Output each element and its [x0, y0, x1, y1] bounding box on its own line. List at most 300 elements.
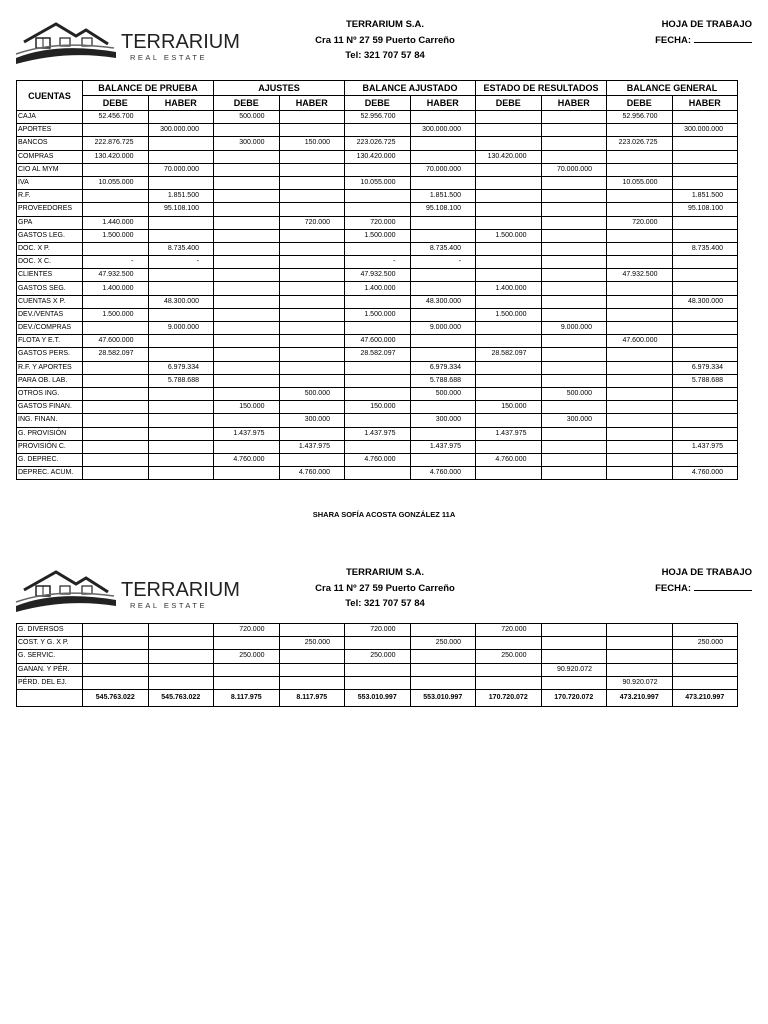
- amount-cell: [672, 676, 738, 689]
- amount-cell: [672, 308, 738, 321]
- amount-cell: [279, 242, 345, 255]
- amount-cell: [541, 295, 607, 308]
- amount-cell: [607, 414, 673, 427]
- amount-cell: [541, 150, 607, 163]
- account-name-cell: APORTES: [17, 124, 83, 137]
- total-cell: 8.117.975: [279, 689, 345, 706]
- amount-cell: 28.582.097: [476, 348, 542, 361]
- amount-cell: 4.760.000: [410, 467, 476, 480]
- amount-cell: [476, 663, 542, 676]
- amount-cell: 9.000.000: [541, 322, 607, 335]
- sheet-title: HOJA DE TRABAJO: [661, 567, 752, 578]
- table-row: [17, 361, 738, 374]
- amount-cell: 47.932.500: [345, 269, 411, 282]
- amount-cell: [476, 269, 542, 282]
- total-cell: 545.763.022: [83, 689, 149, 706]
- amount-cell: 250.000: [410, 637, 476, 650]
- amount-cell: [476, 137, 542, 150]
- amount-cell: 720.000: [214, 624, 280, 637]
- amount-cell: 150.000: [476, 401, 542, 414]
- amount-cell: 1.437.975: [214, 427, 280, 440]
- amount-cell: 300.000: [279, 414, 345, 427]
- amount-cell: 4.760.000: [279, 467, 345, 480]
- date-line: [600, 581, 752, 597]
- amount-cell: [214, 269, 280, 282]
- table-row: [17, 348, 738, 361]
- amount-cell: [214, 176, 280, 189]
- amount-cell: [541, 374, 607, 387]
- table-row: [17, 124, 738, 137]
- amount-cell: [214, 676, 280, 689]
- amount-cell: [279, 124, 345, 137]
- amount-cell: [607, 348, 673, 361]
- amount-cell: [214, 308, 280, 321]
- amount-cell: [476, 242, 542, 255]
- amount-cell: 28.582.097: [345, 348, 411, 361]
- amount-cell: -: [410, 256, 476, 269]
- amount-cell: 720.000: [607, 216, 673, 229]
- account-name-cell: DEV./VENTAS: [17, 308, 83, 321]
- amount-cell: [476, 295, 542, 308]
- amount-cell: 52.456.700: [83, 111, 149, 124]
- table-row: [17, 308, 738, 321]
- amount-cell: 1.437.975: [279, 440, 345, 453]
- amount-cell: [279, 374, 345, 387]
- amount-cell: [279, 163, 345, 176]
- amount-cell: 150.000: [279, 137, 345, 150]
- amount-cell: [279, 111, 345, 124]
- amount-cell: 222.876.725: [83, 137, 149, 150]
- amount-cell: [607, 308, 673, 321]
- table-row: [17, 111, 738, 124]
- total-cell: 553.010.997: [410, 689, 476, 706]
- amount-cell: [607, 282, 673, 295]
- amount-cell: [279, 229, 345, 242]
- house-logo-icon: [16, 14, 240, 66]
- amount-cell: [214, 150, 280, 163]
- account-name-cell: CIO AL MYM: [17, 163, 83, 176]
- account-name-cell: IVA: [17, 176, 83, 189]
- amount-cell: [541, 624, 607, 637]
- amount-cell: [541, 348, 607, 361]
- amount-cell: 720.000: [345, 624, 411, 637]
- amount-cell: 95.108.100: [672, 203, 738, 216]
- amount-cell: [476, 176, 542, 189]
- sheet-info: [600, 565, 752, 596]
- account-name-cell: G. SERVIC.: [17, 650, 83, 663]
- amount-cell: [476, 440, 542, 453]
- amount-cell: [214, 467, 280, 480]
- amount-cell: [345, 295, 411, 308]
- total-cell: 553.010.997: [345, 689, 411, 706]
- amount-cell: [83, 295, 149, 308]
- amount-cell: [148, 453, 214, 466]
- amount-cell: 250.000: [345, 650, 411, 663]
- amount-cell: [541, 676, 607, 689]
- amount-cell: [476, 387, 542, 400]
- account-name-cell: R.F. Y APORTES: [17, 361, 83, 374]
- group-header: AJUSTES: [214, 81, 345, 96]
- account-name-cell: DEV./COMPRAS: [17, 322, 83, 335]
- account-name-cell: ING. FINAN.: [17, 414, 83, 427]
- amount-cell: [607, 229, 673, 242]
- amount-cell: [607, 203, 673, 216]
- amount-cell: [541, 650, 607, 663]
- amount-cell: 130.420.000: [345, 150, 411, 163]
- amount-cell: 1.437.975: [476, 427, 542, 440]
- amount-cell: [607, 295, 673, 308]
- amount-cell: [214, 374, 280, 387]
- amount-cell: [148, 387, 214, 400]
- amount-cell: -: [148, 256, 214, 269]
- amount-cell: 1.851.500: [672, 190, 738, 203]
- table-row: [17, 663, 738, 676]
- amount-cell: 9.000.000: [148, 322, 214, 335]
- amount-cell: [214, 124, 280, 137]
- amount-cell: [83, 453, 149, 466]
- amount-cell: [148, 282, 214, 295]
- amount-cell: [476, 163, 542, 176]
- amount-cell: 1.500.000: [83, 229, 149, 242]
- table-row: [17, 163, 738, 176]
- account-name-cell: DOC. X C.: [17, 256, 83, 269]
- amount-cell: 150.000: [345, 401, 411, 414]
- amount-cell: [83, 427, 149, 440]
- amount-cell: [214, 663, 280, 676]
- amount-cell: [83, 163, 149, 176]
- amount-cell: [672, 624, 738, 637]
- account-name-cell: GASTOS PERS.: [17, 348, 83, 361]
- amount-cell: 500.000: [541, 387, 607, 400]
- worksheet-body-continued: [17, 624, 738, 707]
- amount-cell: [83, 440, 149, 453]
- amount-cell: [607, 650, 673, 663]
- amount-cell: 223.026.725: [607, 137, 673, 150]
- amount-cell: [541, 176, 607, 189]
- amount-cell: [541, 111, 607, 124]
- amount-cell: 90.920.072: [607, 676, 673, 689]
- amount-cell: 10.055.000: [345, 176, 411, 189]
- amount-cell: 300.000: [410, 414, 476, 427]
- amount-cell: [148, 414, 214, 427]
- amount-cell: [148, 348, 214, 361]
- amount-cell: 1.400.000: [345, 282, 411, 295]
- amount-cell: 4.760.000: [345, 453, 411, 466]
- table-row: [17, 137, 738, 150]
- account-name-cell: CLIENTES: [17, 269, 83, 282]
- amount-cell: [607, 401, 673, 414]
- haber-header: HABER: [541, 96, 607, 111]
- amount-cell: [279, 190, 345, 203]
- amount-cell: [476, 676, 542, 689]
- amount-cell: 5.788.688: [410, 374, 476, 387]
- company-info: [270, 565, 500, 612]
- amount-cell: [672, 650, 738, 663]
- table-row: [17, 676, 738, 689]
- date-line: [600, 33, 752, 49]
- date-label: FECHA:: [655, 34, 691, 46]
- company-info: [270, 17, 500, 64]
- amount-cell: [541, 308, 607, 321]
- account-name-cell: PROVEEDORES: [17, 203, 83, 216]
- amount-cell: [214, 414, 280, 427]
- group-header: BALANCE GENERAL: [607, 81, 738, 96]
- amount-cell: 47.600.000: [83, 335, 149, 348]
- amount-cell: [83, 414, 149, 427]
- account-name-cell: COMPRAS: [17, 150, 83, 163]
- amount-cell: [541, 361, 607, 374]
- worksheet-table: [16, 80, 738, 480]
- amount-cell: 1.440.000: [83, 216, 149, 229]
- haber-header: HABER: [672, 96, 738, 111]
- amount-cell: [541, 137, 607, 150]
- amount-cell: 720.000: [279, 216, 345, 229]
- debe-header: DEBE: [607, 96, 673, 111]
- amount-cell: [672, 322, 738, 335]
- account-name-cell: PARA OB. LAB.: [17, 374, 83, 387]
- amount-cell: [345, 414, 411, 427]
- amount-cell: [148, 137, 214, 150]
- amount-cell: 150.000: [214, 401, 280, 414]
- amount-cell: [279, 624, 345, 637]
- totals-row: [17, 689, 738, 706]
- amount-cell: [214, 387, 280, 400]
- amount-cell: [476, 203, 542, 216]
- amount-cell: 95.108.100: [148, 203, 214, 216]
- worksheet-page-2: [0, 548, 768, 701]
- amount-cell: 1.437.975: [345, 427, 411, 440]
- amount-cell: [83, 361, 149, 374]
- amount-cell: [541, 453, 607, 466]
- amount-cell: [148, 624, 214, 637]
- amount-cell: [279, 176, 345, 189]
- amount-cell: [214, 322, 280, 335]
- amount-cell: [607, 163, 673, 176]
- amount-cell: [214, 295, 280, 308]
- amount-cell: [148, 216, 214, 229]
- amount-cell: -: [345, 256, 411, 269]
- amount-cell: 8.735.400: [410, 242, 476, 255]
- amount-cell: [148, 427, 214, 440]
- amount-cell: [476, 256, 542, 269]
- amount-cell: [214, 335, 280, 348]
- amount-cell: 4.760.000: [476, 453, 542, 466]
- debe-header: DEBE: [345, 96, 411, 111]
- amount-cell: [279, 663, 345, 676]
- amount-cell: 10.055.000: [83, 176, 149, 189]
- company-name: TERRARIUM S.A.: [345, 567, 425, 578]
- logo-text: TERRARIUM: [121, 579, 240, 601]
- col-header-cuentas: CUENTAS: [17, 81, 83, 111]
- amount-cell: [83, 190, 149, 203]
- table-row: [17, 467, 738, 480]
- table-row: [17, 387, 738, 400]
- account-name-cell: CAJA: [17, 111, 83, 124]
- sheet-title: HOJA DE TRABAJO: [661, 19, 752, 30]
- amount-cell: [410, 453, 476, 466]
- amount-cell: -: [83, 256, 149, 269]
- amount-cell: [672, 269, 738, 282]
- account-name-cell: FLOTA Y E.T.: [17, 335, 83, 348]
- amount-cell: [214, 256, 280, 269]
- amount-cell: 300.000.000: [672, 124, 738, 137]
- amount-cell: [541, 269, 607, 282]
- amount-cell: [410, 663, 476, 676]
- total-cell: [17, 689, 83, 706]
- account-name-cell: DEPREC. ACUM.: [17, 467, 83, 480]
- amount-cell: [345, 467, 411, 480]
- amount-cell: [672, 150, 738, 163]
- total-cell: 170.720.072: [476, 689, 542, 706]
- total-cell: 473.210.997: [672, 689, 738, 706]
- total-cell: 473.210.997: [607, 689, 673, 706]
- amount-cell: 1.500.000: [345, 229, 411, 242]
- total-cell: 545.763.022: [148, 689, 214, 706]
- account-name-cell: DOC. X P.: [17, 242, 83, 255]
- sheet-info: [600, 17, 752, 48]
- worksheet-body: [17, 111, 738, 480]
- company-phone: Tel: 321 707 57 84: [345, 598, 425, 610]
- amount-cell: [214, 216, 280, 229]
- total-cell: 170.720.072: [541, 689, 607, 706]
- company-address: Cra 11 Nº 27 59 Puerto Carreño: [315, 582, 455, 594]
- amount-cell: [279, 650, 345, 663]
- amount-cell: 28.582.097: [83, 348, 149, 361]
- amount-cell: [541, 637, 607, 650]
- company-address: Cra 11 Nº 27 59 Puerto Carreño: [315, 34, 455, 46]
- table-row: [17, 322, 738, 335]
- amount-cell: [279, 282, 345, 295]
- group-header: BALANCE DE PRUEBA: [83, 81, 214, 96]
- amount-cell: [279, 295, 345, 308]
- amount-cell: [541, 427, 607, 440]
- amount-cell: [672, 137, 738, 150]
- amount-cell: [279, 150, 345, 163]
- amount-cell: [541, 229, 607, 242]
- amount-cell: [672, 176, 738, 189]
- total-cell: 8.117.975: [214, 689, 280, 706]
- amount-cell: 1.400.000: [476, 282, 542, 295]
- amount-cell: 1.437.975: [410, 440, 476, 453]
- amount-cell: [148, 401, 214, 414]
- amount-cell: [148, 111, 214, 124]
- amount-cell: 1.851.500: [148, 190, 214, 203]
- amount-cell: 5.788.688: [148, 374, 214, 387]
- amount-cell: [476, 216, 542, 229]
- amount-cell: [476, 335, 542, 348]
- amount-cell: [607, 440, 673, 453]
- amount-cell: [148, 269, 214, 282]
- account-name-cell: CUENTAS X P.: [17, 295, 83, 308]
- account-name-cell: G. DIVERSOS: [17, 624, 83, 637]
- company-name: TERRARIUM S.A.: [345, 19, 425, 30]
- amount-cell: [410, 137, 476, 150]
- amount-cell: 300.000.000: [148, 124, 214, 137]
- amount-cell: [214, 242, 280, 255]
- logo-text: TERRARIUM: [121, 31, 240, 53]
- amount-cell: [148, 229, 214, 242]
- amount-cell: [410, 650, 476, 663]
- amount-cell: [345, 663, 411, 676]
- amount-cell: [541, 467, 607, 480]
- amount-cell: [607, 190, 673, 203]
- group-header: ESTADO DE RESULTADOS: [476, 81, 607, 96]
- amount-cell: [410, 269, 476, 282]
- amount-cell: [476, 190, 542, 203]
- amount-cell: [148, 335, 214, 348]
- date-field: [694, 33, 752, 43]
- haber-header: HABER: [279, 96, 345, 111]
- amount-cell: [279, 322, 345, 335]
- amount-cell: [83, 322, 149, 335]
- amount-cell: [148, 663, 214, 676]
- amount-cell: 70.000.000: [410, 163, 476, 176]
- amount-cell: 1.500.000: [476, 308, 542, 321]
- amount-cell: [83, 663, 149, 676]
- account-name-cell: G. DEPREC.: [17, 453, 83, 466]
- amount-cell: [83, 650, 149, 663]
- amount-cell: [476, 124, 542, 137]
- amount-cell: [410, 401, 476, 414]
- house-logo-icon: [16, 562, 240, 614]
- debe-header: DEBE: [214, 96, 280, 111]
- amount-cell: [672, 453, 738, 466]
- table-row: [17, 256, 738, 269]
- amount-cell: 10.055.000: [607, 176, 673, 189]
- amount-cell: [541, 203, 607, 216]
- amount-cell: [83, 676, 149, 689]
- table-row: [17, 295, 738, 308]
- amount-cell: [83, 242, 149, 255]
- amount-cell: [410, 348, 476, 361]
- amount-cell: [410, 335, 476, 348]
- amount-cell: [541, 401, 607, 414]
- amount-cell: 1.437.975: [672, 440, 738, 453]
- account-name-cell: PÉRD. DEL EJ.: [17, 676, 83, 689]
- amount-cell: [345, 203, 411, 216]
- amount-cell: [345, 124, 411, 137]
- amount-cell: 1.500.000: [83, 308, 149, 321]
- account-name-cell: GASTOS LEG.: [17, 229, 83, 242]
- amount-cell: 9.000.000: [410, 322, 476, 335]
- page-header: [0, 548, 768, 626]
- amount-cell: [410, 427, 476, 440]
- amount-cell: [410, 150, 476, 163]
- amount-cell: [541, 124, 607, 137]
- account-name-cell: PROVISIÓN C.: [17, 440, 83, 453]
- table-row: [17, 650, 738, 663]
- amount-cell: [607, 663, 673, 676]
- amount-cell: 250.000: [476, 650, 542, 663]
- amount-cell: 70.000.000: [148, 163, 214, 176]
- terrarium-logo: [16, 562, 240, 614]
- amount-cell: 47.600.000: [607, 335, 673, 348]
- amount-cell: [279, 427, 345, 440]
- account-name-cell: G. PROVISIÓN: [17, 427, 83, 440]
- amount-cell: [148, 676, 214, 689]
- amount-cell: [214, 440, 280, 453]
- amount-cell: [607, 467, 673, 480]
- amount-cell: [83, 637, 149, 650]
- amount-cell: [410, 111, 476, 124]
- amount-cell: [672, 663, 738, 676]
- logo-subtext: REAL ESTATE: [130, 53, 207, 62]
- amount-cell: [476, 637, 542, 650]
- amount-cell: 250.000: [672, 637, 738, 650]
- amount-cell: [607, 374, 673, 387]
- amount-cell: [214, 348, 280, 361]
- amount-cell: [672, 163, 738, 176]
